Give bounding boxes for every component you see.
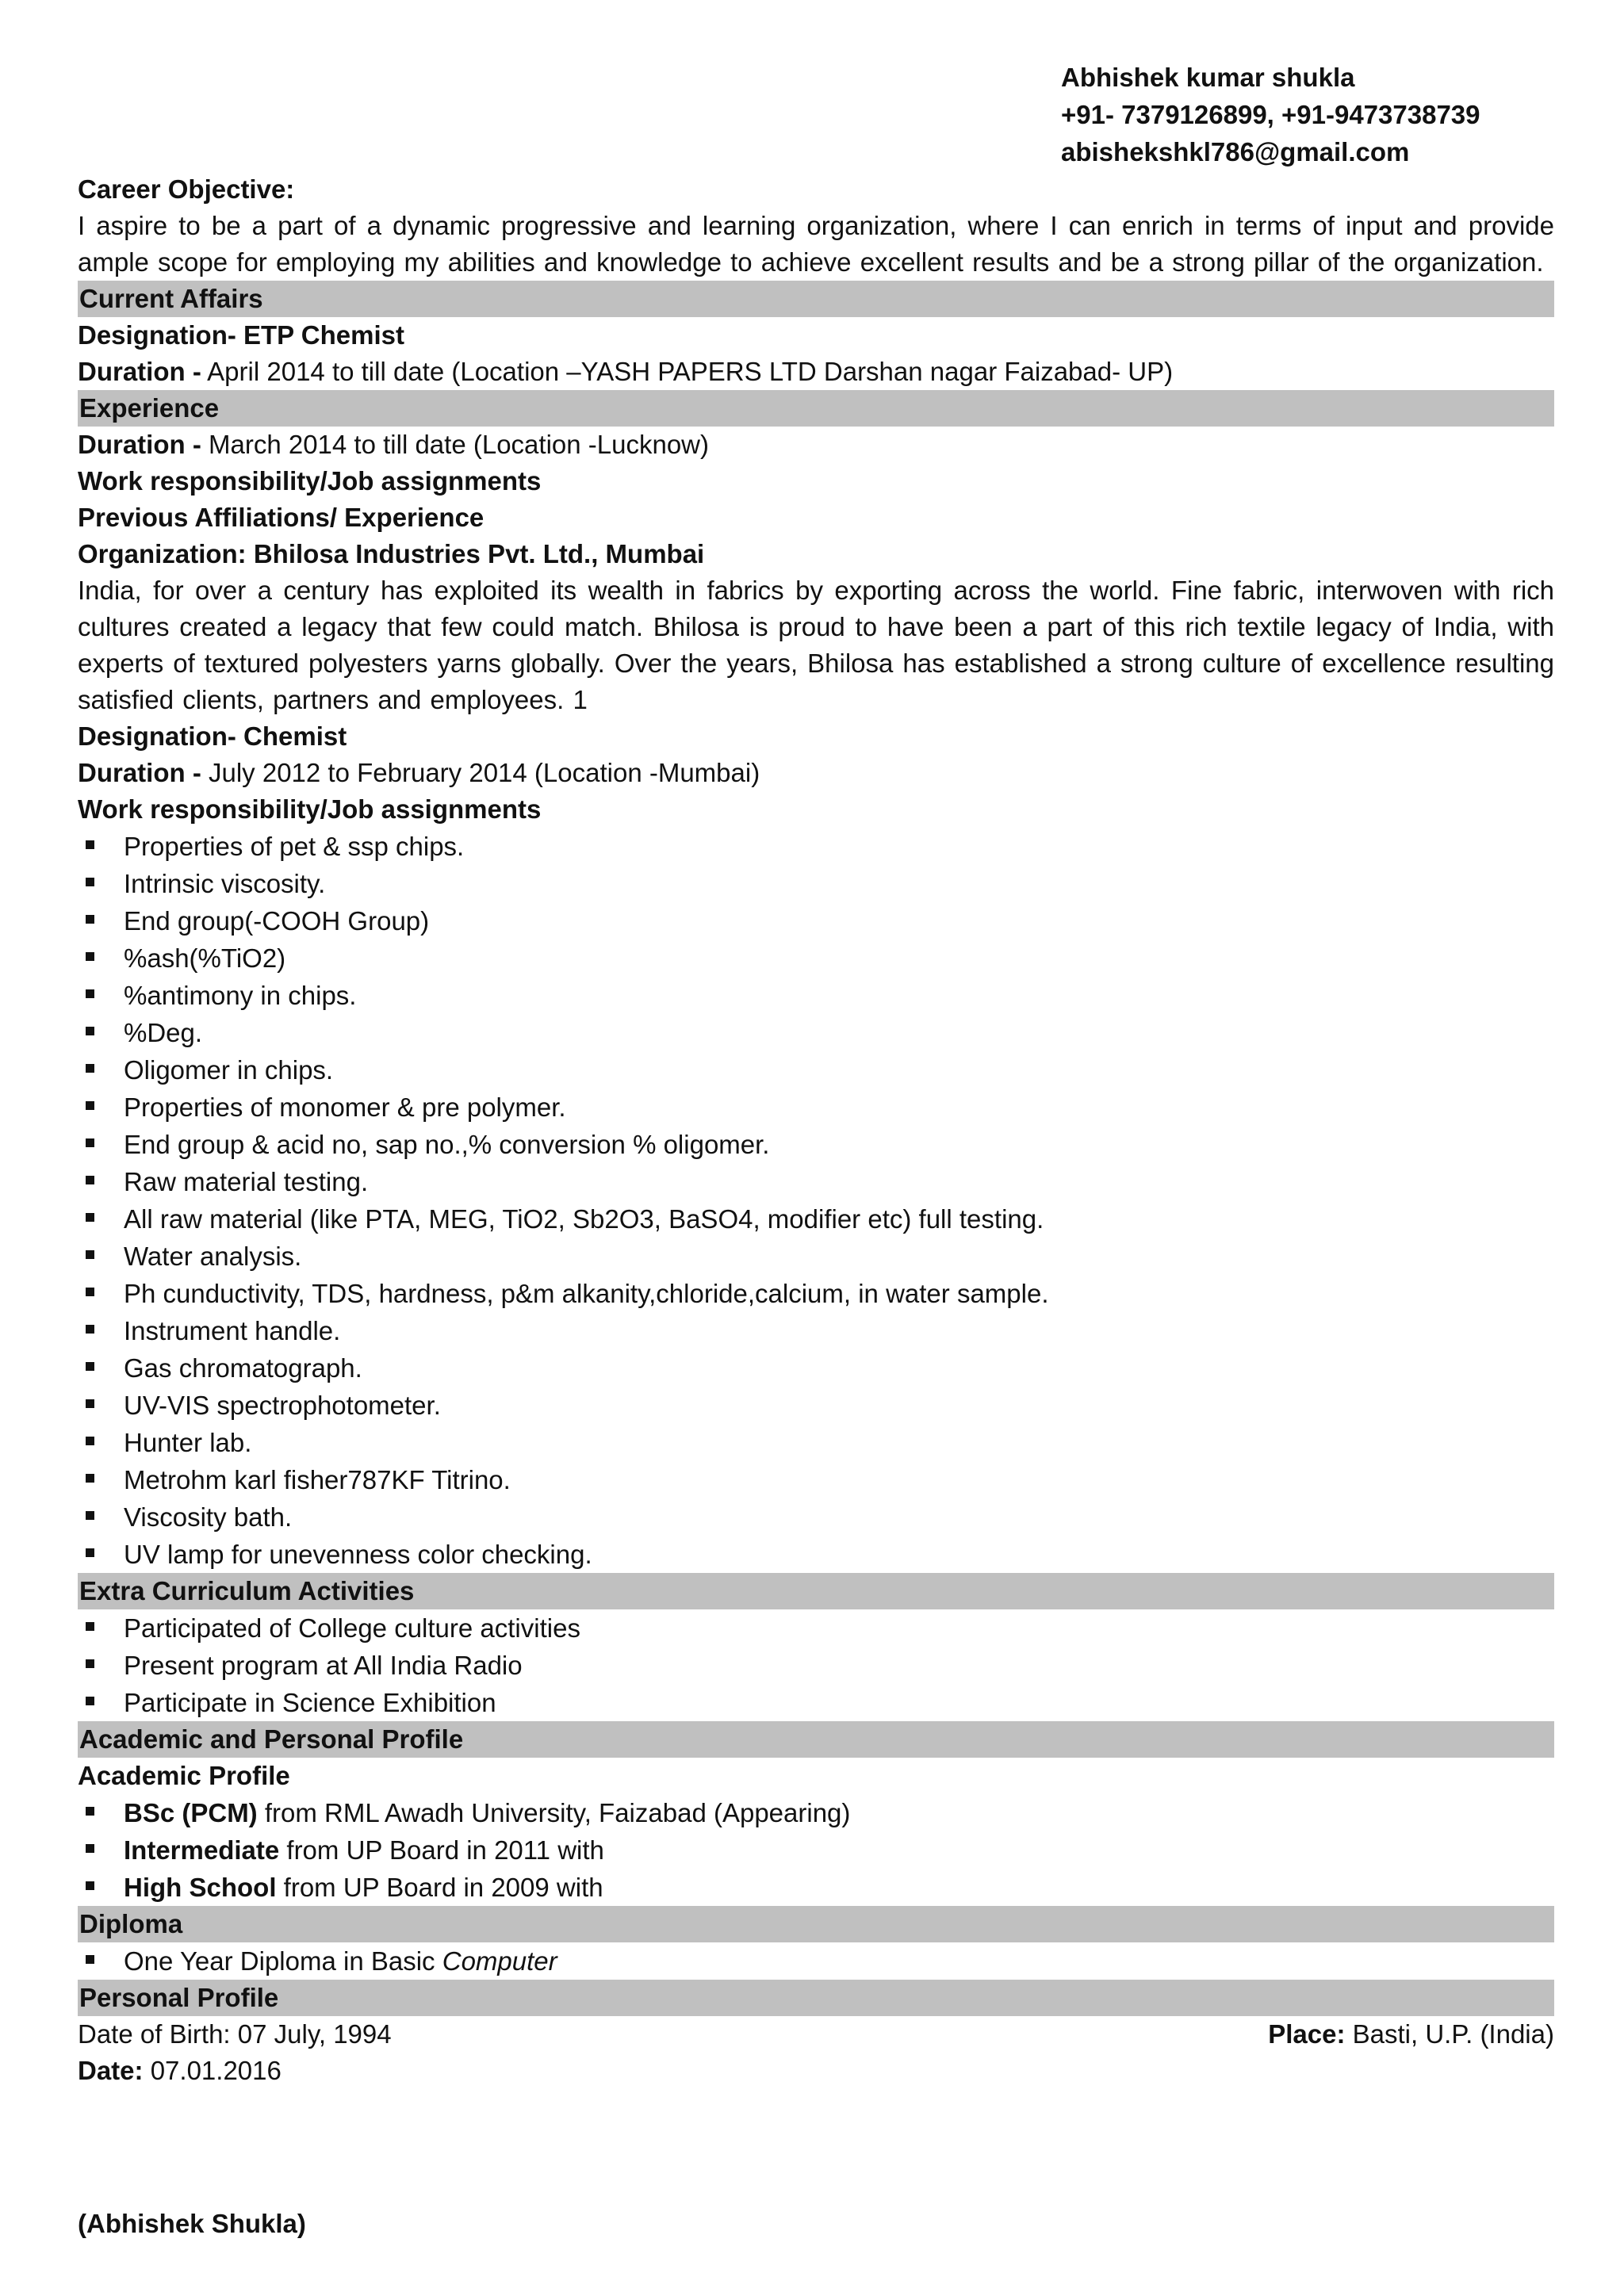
bullet-icon <box>86 1807 94 1816</box>
phone-numbers: +91- 7379126899, +91-9473738739 <box>1061 100 1480 129</box>
list-item: Raw material testing. <box>78 1163 1554 1200</box>
bullet-icon <box>86 1622 94 1631</box>
list-item: Properties of pet & ssp chips. <box>78 828 1554 865</box>
bullet-icon <box>86 915 94 924</box>
email-address: abishekshkl786@gmail.com <box>1061 137 1410 166</box>
list-item: %Deg. <box>78 1014 1554 1051</box>
bullet-icon <box>86 989 94 998</box>
list-item: Instrument handle. <box>78 1312 1554 1349</box>
section-experience: Experience <box>78 390 1554 427</box>
previous-designation: Designation- Chemist <box>78 721 347 751</box>
list-item: BSc (PCM) from RML Awadh University, Faizabad (Appearing) <box>78 1794 1554 1831</box>
list-item: Intrinsic viscosity. <box>78 865 1554 902</box>
bullet-icon <box>86 1176 94 1184</box>
list-item: %antimony in chips. <box>78 977 1554 1014</box>
academic-profile-heading: Academic Profile <box>78 1761 290 1790</box>
list-item: Participated of College culture activities <box>78 1609 1554 1647</box>
list-item: Properties of monomer & pre polymer. <box>78 1089 1554 1126</box>
experience-duration <box>78 427 1554 463</box>
bullet-icon <box>86 1474 94 1483</box>
section-current-affairs: Current Affairs <box>78 281 1554 317</box>
bullet-icon <box>86 1399 94 1408</box>
contact-block <box>1061 59 1480 170</box>
list-item: Participate in Science Exhibition <box>78 1684 1554 1721</box>
career-objective-heading: Career Objective: <box>78 174 295 204</box>
work-responsibility-heading: Work responsibility/Job assignments <box>78 466 542 496</box>
list-item: UV-VIS spectrophotometer. <box>78 1387 1554 1424</box>
organization-description: India, for over a century has exploited its wealth in fabrics by exporting across the world. Fine fabric, interwoven with rich cultures created a legacy that few could match. Bhilosa is proud to have been a part of this rich textile legacy of India, with experts of textured polyesters yarns globally. Over the years, Bhilosa has established a strong culture of excellence resulting satisfied clients, partners and employees. 1 <box>78 576 1554 714</box>
date-of-birth: Date of Birth: 07 July, 1994 <box>78 2019 392 2049</box>
duration-label: Duration - <box>78 758 201 787</box>
date-row: Date: 07.01.2016 <box>78 2056 282 2085</box>
bullet-icon <box>86 1250 94 1259</box>
bullet-icon <box>86 1511 94 1520</box>
place: Place: Basti, U.P. (India) <box>1268 2019 1554 2049</box>
bullet-icon <box>86 1437 94 1445</box>
list-item: Oligomer in chips. <box>78 1051 1554 1089</box>
list-item: Hunter lab. <box>78 1424 1554 1461</box>
activities-list <box>78 1609 1554 1721</box>
bullet-icon <box>86 1659 94 1668</box>
previous-duration <box>78 755 1554 791</box>
duration-label: Duration - <box>78 357 201 386</box>
bullet-icon <box>86 1881 94 1890</box>
dob-place-row <box>78 2016 1554 2053</box>
bullet-icon <box>86 1325 94 1334</box>
bullet-icon <box>86 1101 94 1110</box>
duration-text: April 2014 to till date (Location –YASH PAPERS LTD Darshan nagar Faizabad- UP) <box>201 357 1174 386</box>
duration-text: March 2014 to till date (Location -Lucknow) <box>201 430 709 459</box>
list-item: Present program at All India Radio <box>78 1647 1554 1684</box>
list-item: Water analysis. <box>78 1238 1554 1275</box>
list-item: Intermediate from UP Board in 2011 with <box>78 1831 1554 1869</box>
list-item: Viscosity bath. <box>78 1498 1554 1536</box>
bullet-icon <box>86 1697 94 1705</box>
list-item: Metrohm karl fisher787KF Titrino. <box>78 1461 1554 1498</box>
previous-affiliations-heading: Previous Affiliations/ Experience <box>78 503 485 532</box>
list-item: UV lamp for unevenness color checking. <box>78 1536 1554 1573</box>
bullet-icon <box>86 1362 94 1371</box>
work-responsibility-heading-2: Work responsibility/Job assignments <box>78 794 542 824</box>
bullet-icon <box>86 1138 94 1147</box>
list-item: Gas chromatograph. <box>78 1349 1554 1387</box>
section-extra-curriculum: Extra Curriculum Activities <box>78 1573 1554 1609</box>
bullet-icon <box>86 1027 94 1035</box>
list-item: End group & acid no, sap no.,% conversion % oligomer. <box>78 1126 1554 1163</box>
section-academic-personal: Academic and Personal Profile <box>78 1721 1554 1758</box>
section-diploma: Diploma <box>78 1906 1554 1942</box>
applicant-name: Abhishek kumar shukla <box>1061 63 1355 92</box>
bullet-icon <box>86 1213 94 1222</box>
task-list <box>78 828 1554 1573</box>
career-objective-text: I aspire to be a part of a dynamic progressive and learning organization, where I can enrich in terms of input and provide ample scope for employing my abilities and knowledge to achieve excellent results and be a strong pillar of the organization. <box>78 211 1554 277</box>
signature-name: (Abhishek Shukla) <box>78 2209 306 2238</box>
list-item: End group(-COOH Group) <box>78 902 1554 939</box>
list-item: %ash(%TiO2) <box>78 939 1554 977</box>
list-item: High School from UP Board in 2009 with <box>78 1869 1554 1906</box>
bullet-icon <box>86 1288 94 1296</box>
bullet-icon <box>86 1955 94 1964</box>
bullet-icon <box>86 1064 94 1073</box>
current-duration <box>78 354 1554 390</box>
bullet-icon <box>86 1844 94 1853</box>
bullet-icon <box>86 952 94 961</box>
current-designation: Designation- ETP Chemist <box>78 320 404 350</box>
organization-name: Organization: Bhilosa Industries Pvt. Ltd., Mumbai <box>78 539 705 568</box>
duration-label: Duration - <box>78 430 201 459</box>
list-item: One Year Diploma in Basic Computer <box>78 1942 1554 1980</box>
academic-list <box>78 1794 1554 1906</box>
resume-content <box>78 171 1554 2089</box>
section-personal-profile: Personal Profile <box>78 1980 1554 2016</box>
bullet-icon <box>86 840 94 849</box>
bullet-icon <box>86 878 94 886</box>
duration-text: July 2012 to February 2014 (Location -Mumbai) <box>201 758 760 787</box>
bullet-icon <box>86 1548 94 1557</box>
list-item: Ph cunductivity, TDS, hardness, p&m alkanity,chloride,calcium, in water sample. <box>78 1275 1554 1312</box>
diploma-list <box>78 1942 1554 1980</box>
list-item: All raw material (like PTA, MEG, TiO2, Sb2O3, BaSO4, modifier etc) full testing. <box>78 1200 1554 1238</box>
